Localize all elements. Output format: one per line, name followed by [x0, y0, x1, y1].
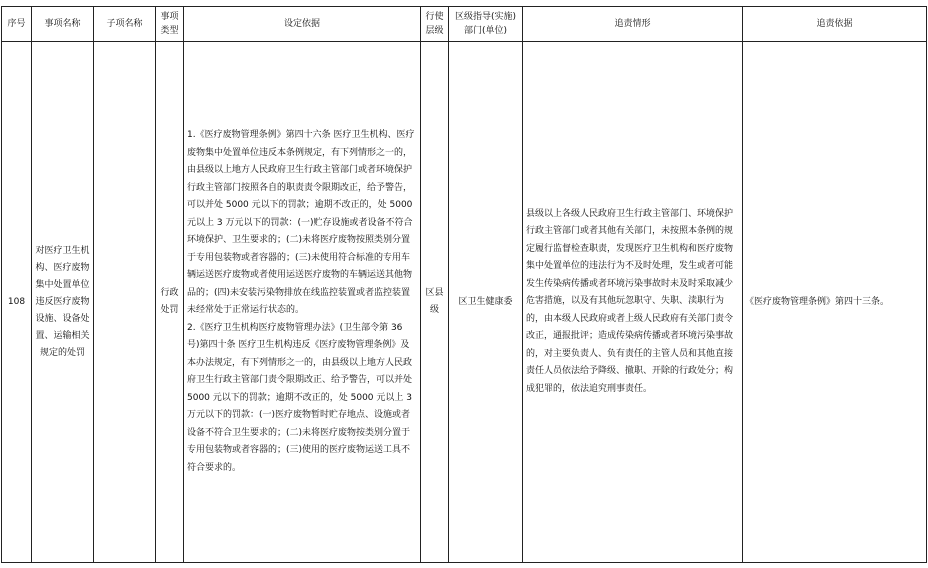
cell-district-dept: 区卫生健康委	[449, 42, 523, 563]
header-district-dept: 区级指导(实施)部门(单位)	[449, 7, 523, 42]
basis-paragraph-1: 1.《医疗废物管理条例》第四十六条 医疗卫生机构、医疗废物集中处置单位违反本条例规定，有下列情形之一的，由县级以上地方人民政府卫生行政主管部门或者环境保护行政主管部门按照各自的职责责令限期改正，给予警告，可以并处 5000 元以下的罚款；逾期不改正的，处 5000 元以上 3 万元以下的罚款：(一)贮存设施或者设备不符合环境保护、卫生要求的；(二)未将医疗废物按照类别分置于专用包装物或者容器的；(三)未使用符合标准的专用车辆运送医疗废物或者使用运送医疗废物的车辆运送其他物品的；(四)未安装污染物排放在线监控装置或者监控装置未经常处于正常运行状态的。	[187, 130, 415, 315]
header-item-type: 事项类型	[156, 7, 184, 42]
cell-item-name: 对医疗卫生机构、医疗废物集中处置单位违反医疗废物设施、设备处置、运输相关规定的处罚	[32, 42, 94, 563]
header-basis: 设定依据	[184, 7, 421, 42]
table-row	[2, 42, 927, 563]
header-row	[2, 7, 927, 42]
header-item-name: 事项名称	[32, 7, 94, 42]
cell-exercise-level: 区县级	[421, 42, 449, 563]
header-accountability-basis: 追责依据	[743, 7, 927, 42]
header-seq: 序号	[2, 7, 32, 42]
cell-seq: 108	[2, 42, 32, 563]
header-sub-item-name: 子项名称	[94, 7, 156, 42]
cell-accountability-situation: 县级以上各级人民政府卫生行政主管部门、环境保护行政主管部门或者其他有关部门，未按照本条例的规定履行监督检查职责，发现医疗卫生机构和医疗废物集中处置单位的违法行为不及时处理，发生或者可能发生传染病传播或者环境污染事故时未及时采取减少危害措施，以及有其他玩忽职守、失职、渎职行为的，由本级人民政府或者上级人民政府有关部门责令改正，通报批评；造成传染病传播或者环境污染事故的，对主要负责人、负有责任的主管人员和其他直接责任人员依法给予降级、撤职、开除的行政处分；构成犯罪的，依法追究刑事责任。	[523, 42, 743, 563]
header-accountability-situation: 追责情形	[523, 7, 743, 42]
cell-basis	[184, 42, 421, 563]
header-exercise-level: 行使层级	[421, 7, 449, 42]
cell-sub-item-name	[94, 42, 156, 563]
accountability-table	[1, 6, 927, 563]
basis-paragraph-2: 2.《医疗卫生机构医疗废物管理办法》(卫生部令第 36 号)第四十条 医疗卫生机构违反《医疗废物管理条例》及本办法规定，有下列情形之一的，由县级以上地方人民政府卫生行政主管部门责令限期改正、给予警告，可以并处 5000 元以下的罚款；逾期不改正的，处 5000 元以上 3 万元以下的罚款：(一)医疗废物暂时贮存地点、设施或者设备不符合卫生要求的；(二)未将医疗废物按类别分置于专用包装物或者容器的；(三)使用的医疗废物运送工具不符合要求的。	[187, 322, 413, 473]
cell-item-type: 行政处罚	[156, 42, 184, 563]
cell-accountability-basis: 《医疗废物管理条例》第四十三条。	[743, 42, 927, 563]
